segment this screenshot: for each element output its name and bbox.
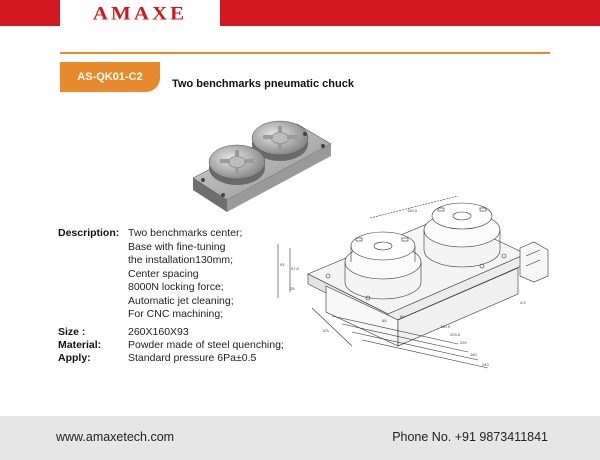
description-line: Base with fine-tuning	[128, 240, 226, 253]
size-label: Size :	[58, 326, 86, 338]
description-line: For CNC machining;	[128, 308, 224, 320]
description-text	[128, 227, 242, 322]
material-value: Powder made of steel quenching;	[128, 339, 284, 351]
apply-label: Apply:	[58, 352, 91, 364]
material-label: Material:	[58, 339, 102, 351]
dim-label: 240	[482, 362, 489, 367]
footer-phone: Phone No. +91 9873411841	[392, 430, 548, 444]
footer-website-link[interactable]: www.amaxetech.com	[56, 430, 175, 444]
top-bar	[0, 0, 600, 26]
description-label: Description:	[58, 227, 120, 239]
dim-label: 220	[460, 340, 467, 345]
header-divider	[60, 52, 550, 54]
technical-drawing	[268, 196, 558, 374]
footer	[0, 416, 600, 460]
description-line: 8000N locking force;	[128, 281, 224, 293]
description-line: the installation130mm;	[128, 254, 234, 266]
dim-label: 60	[400, 314, 405, 319]
apply-value: Standard pressure 6Pa±0.5	[128, 352, 257, 364]
dim-label: 203.5	[450, 332, 461, 337]
brand-logo-text: AMAXE	[92, 1, 188, 24]
description-line: Two benchmarks center;	[128, 227, 243, 239]
dim-label: 125	[322, 328, 329, 333]
page-title: Two benchmarks pneumatic chuck	[172, 78, 354, 90]
description-line: Center spacing	[128, 267, 199, 280]
dim-label: 160	[470, 352, 477, 357]
dim-label: 4.5	[520, 300, 526, 305]
size-value: 260X160X93	[128, 326, 189, 338]
model-badge: AS-QK01-C2	[60, 62, 160, 92]
dim-label: 180.5	[440, 324, 451, 329]
description-line: Automatic jet cleaning;	[128, 294, 234, 307]
dim-label: 25	[290, 286, 295, 291]
dim-label: 65	[382, 318, 387, 323]
dim-label: 97.8	[291, 266, 299, 271]
brand-logo	[60, 0, 220, 26]
dim-label: 93	[280, 262, 285, 267]
dim-label: 150.5	[407, 208, 418, 213]
